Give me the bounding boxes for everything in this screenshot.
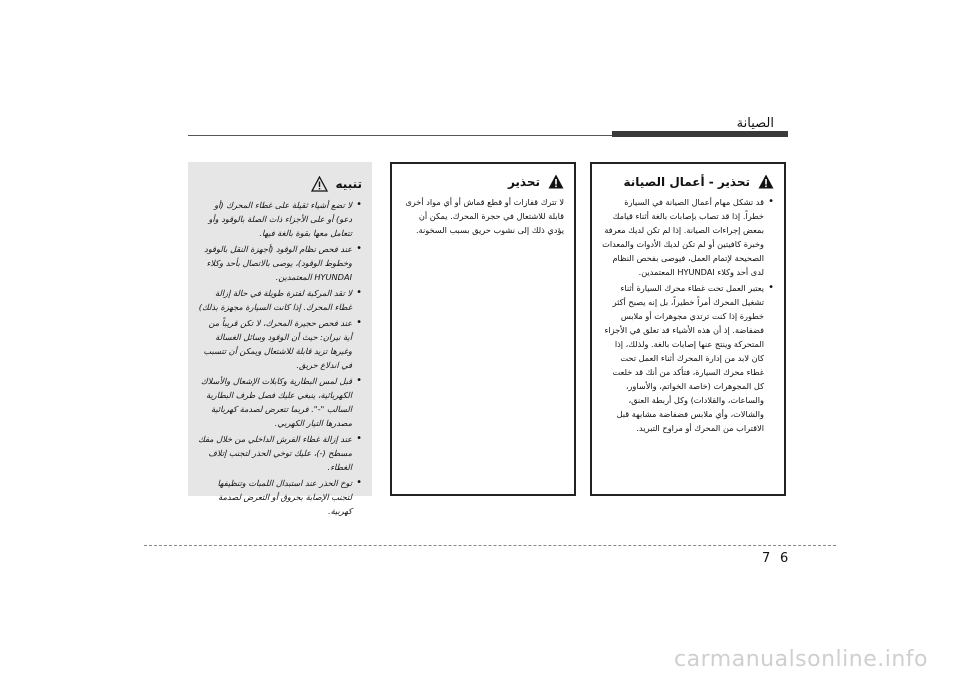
warning-flammable-text: لا تترك قفازات أو قطع قماش أو أي مواد أخرى قابلة للاشتعال في حجرة المحرك. يمكن أن يؤدي ذلك إلى نشوب حريق بسبب السخونة. xyxy=(405,197,564,235)
warning-triangle-icon xyxy=(758,174,774,189)
warning-flammable-header xyxy=(402,174,564,189)
warning-flammable-box xyxy=(390,162,576,496)
list-item: • عند فحص نظام الوقود (أجهزة النقل بالوقود وخطوط الوقود)، يوصى بالاتصال بأحد وكلاء HYUNDAI المعتمدين. xyxy=(198,242,362,284)
warning-triangle-icon xyxy=(548,174,564,189)
caution-box xyxy=(188,162,372,516)
caution-header xyxy=(198,176,362,192)
watermark: carmanualsonline.info xyxy=(674,647,928,672)
caution-triangle-icon xyxy=(311,176,328,192)
list-item: • عند إزالة غطاء الفرش الداخلي من خلال مفك مسطح (-)، عليك توخي الحذر لتجنب إتلاف الغطاء. xyxy=(198,432,362,474)
list-item: • لا تقد المركبة لفترة طويلة في حالة إزالة غطاء المحرك. إذا كانت السيارة مجهزة بذلك) xyxy=(198,286,362,314)
list-item: • قبل لمس البطارية وكابلات الإشعال والأسلاك الكهربائية، ينبغي عليك فصل طرف البطارية السالب "-". فربما تتعرض لصدمة كهربائية مصدرها التيار الكهربي. xyxy=(198,374,362,430)
list-item: • قد تشكل مهام أعمال الصيانة في السيارة خطراً. إذا قد تصاب بإصابات بالغة أثناء قيامك بمعض إجراءات الصيانة. إذا لم تكن لديك معرفة وخبرة كافيتين أو لم تكن لديك الأدوات والمعدات الصحيحة لإتمام العمل، فيوصى بفحص النظام لدى أحد وكلاء HYUNDAI المعتمدين. xyxy=(602,195,774,279)
warning-flammable-title: تحذير xyxy=(507,174,540,189)
list-item: • لا تضع أشياء ثقيلة على غطاء المحرك (أو دعو) أو على الأجزاء ذات الصلة بالوقود وأو تتعامل معها بقوة بالغة فيها. xyxy=(198,198,362,240)
section-title: الصيانة xyxy=(736,116,774,131)
caution-title: تنبيه xyxy=(335,177,362,191)
list-item: • توخ الحذر عند استبدال اللمبات وتنظيفها لتجنب الإصابة بحروق أو التعرض لصدمة كهربية. xyxy=(198,476,362,518)
page-number-section: 6 xyxy=(780,551,789,566)
warning-maintenance-title: تحذير - أعمال الصيانة xyxy=(623,174,750,189)
footer-rule xyxy=(144,545,836,546)
page-number-chapter: 7 xyxy=(762,551,771,566)
warning-maintenance-header xyxy=(602,174,774,189)
warning-maintenance-box xyxy=(590,162,786,496)
list-item: • يعتبر العمل تحت غطاء محرك السيارة أثناء تشغيل المحرك أمراً خطيراً، بل إنه يصبح أكثر خطورة إذا كنت ترتدي مجوهرات أو ملابس فضفاضة. إذ أن هذه الأشياء قد تعلق في الأجزاء المتحركة وينتج عنها إصابات بالغة. ولذلك، إذا كان لابد من إدارة المحرك أثناء العمل تحت غطاء محرك السيارة، فتأكد من أنك قد خلعت كل المجوهرات (خاصة الخواتم، والأساور، والساعات، والقلادات) وكل أربطة العنق، والشالات، وأي ملابس فضفاضة مشابهة قبل الاقتراب من المحرك أو مراوح التبريد. xyxy=(602,281,774,435)
list-item: • عند فحص حجيرة المحرك، لا تكن قريباً من أية نيران: حيث أن الوقود وسائل الغسالة وغيرها تزيد قابلة للاشتعال ويمكن أن تتسبب في اندلاع حريق. xyxy=(198,316,362,372)
header-rule-accent xyxy=(612,131,788,137)
